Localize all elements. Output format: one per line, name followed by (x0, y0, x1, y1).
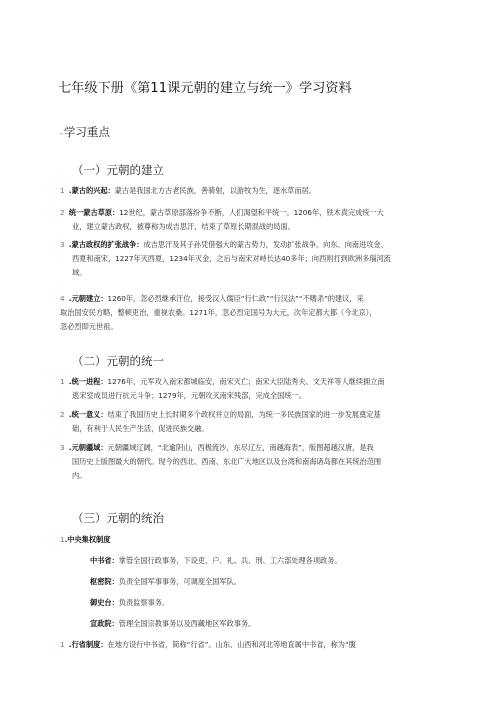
gov-organ (90, 554, 450, 568)
item-number: 1 (60, 186, 65, 195)
item-key: .统一进程： (68, 377, 108, 386)
item-key: 统一蒙古草原： (68, 208, 120, 217)
gov-organ-name: 宣政院： (90, 619, 119, 628)
item-continuation: 础，有利于人民生产生活，促进民族交融。 (72, 424, 209, 434)
section-heading-text: 学习重点 (63, 125, 110, 139)
item-continuation: 国历史上版图最大的朝代。现今的西北、西南、东北广大地区以及台湾和南海诸岛都在其统治范围 (72, 457, 382, 467)
gov-organ-name: 御史台： (90, 598, 119, 607)
item-key: .元朝建立： (68, 294, 108, 303)
item-number: 3 (60, 443, 65, 452)
section-bullet: - (60, 129, 63, 138)
gov-organ (90, 617, 450, 631)
item-key: .中央集权制度 (64, 535, 111, 544)
list-item (60, 184, 445, 198)
document-title: 七年级下册《第11课元朝的建立与统一》学习资料 (58, 81, 352, 96)
item-text: 1260年，忽必烈继承汗位，接受汉人儒臣“行仁政”“行汉法”“不嗜杀”的建议，采 (107, 294, 364, 303)
item-number: 2 (60, 410, 65, 419)
list-item (60, 638, 455, 652)
gov-organ (90, 596, 450, 610)
part-heading-rule: （三）元朝的统治 (72, 511, 164, 525)
gov-organ-desc: 管理全国宗教事务以及西藏地区军政事务。 (118, 619, 256, 628)
gov-organ-name: 枢密院： (90, 577, 119, 586)
list-item (60, 206, 445, 234)
item-number: 4 (60, 294, 65, 303)
item-text: 在地方设行中书省，简称“行省”。山东、山西和河北等地直属中书省，称为“腹 (107, 640, 356, 649)
item-number: 2 (60, 208, 65, 217)
part-heading-unification: （二）元朝的统一 (72, 354, 164, 368)
central-system-label (60, 533, 110, 547)
item-continuation: 域。 (72, 268, 87, 278)
item-text: 蒙古是我国北方古老民族，善骑射，以游牧为生，逐水草而居。 (114, 186, 316, 195)
list-item (60, 292, 455, 335)
section-heading (60, 124, 110, 142)
item-number: 1 (60, 535, 65, 544)
gov-organ-desc: 掌管全国行政事务，下设吏、户、礼、兵、刑、工六部处理各项政务。 (118, 556, 342, 565)
item-continuation: 取治国安民方略，整顿吏治，重视农桑。1271年，忽必烈定国号为大元，次年定都大都（今北京）， (60, 308, 377, 318)
item-number: 1 (60, 377, 65, 386)
item-text: 结束了我国历史上长时期多个政权并立的局面，为统一多民族国家的进一步发展奠定基 (107, 410, 381, 419)
item-text: 12世纪，蒙古草原部落纷争不断，人们渴望和平统一。1206年，铁木真完成统一大 (119, 208, 384, 217)
item-key: .蒙古政权的扩张战争： (68, 240, 144, 249)
item-key: .行省制度： (68, 640, 108, 649)
item-continuation: 逃宋室成员进行抗元斗争；1279年，元朝攻灭南宋残部，完成全国统一。 (72, 391, 306, 401)
gov-organ (90, 575, 450, 589)
item-continuation: 业，建立蒙古政权，被尊称为成吉思汗，结束了草原长期混战的局面。 (72, 222, 295, 232)
part-heading-establishment: （一）元朝的建立 (72, 163, 164, 177)
item-key: .元朝疆域： (68, 443, 108, 452)
item-key: .蒙古的兴起： (68, 186, 115, 195)
item-number: 1 (60, 640, 65, 649)
list-item (60, 238, 445, 281)
item-continuation: 内。 (72, 471, 87, 481)
gov-organ-desc: 负责监察事务。 (118, 598, 170, 607)
item-number: 3 (60, 240, 65, 249)
list-item (60, 441, 445, 484)
item-text: 成吉思汗及其子孙凭借强大的蒙古势力，发动扩张战争。向东、向南进攻金、 (143, 240, 388, 249)
item-continuation: 忽必烈即元世祖。 (60, 322, 118, 332)
item-key: .统一意义： (68, 410, 108, 419)
gov-organ-desc: 负责全国军事事务，可调度全国军队。 (118, 577, 241, 586)
list-item (60, 375, 445, 403)
item-continuation: 西夏和南宋，1227年灭西夏，1234年灭金，之后与南宋对峙长达40多年；向西则打到欧洲多瑙河流 (72, 254, 391, 264)
item-text: 1276年，元军攻入南宋都城临安，南宋灭亡；南宋大臣陆秀夫、文天祥等人继续拥立南 (107, 377, 385, 386)
list-item (60, 408, 445, 436)
item-text: 元朝疆域辽阔，“北逾阴山，西极流沙，东尽辽左，南越海表”，版图超越汉唐，是我 (107, 443, 374, 452)
gov-organ-name: 中书省： (90, 556, 119, 565)
